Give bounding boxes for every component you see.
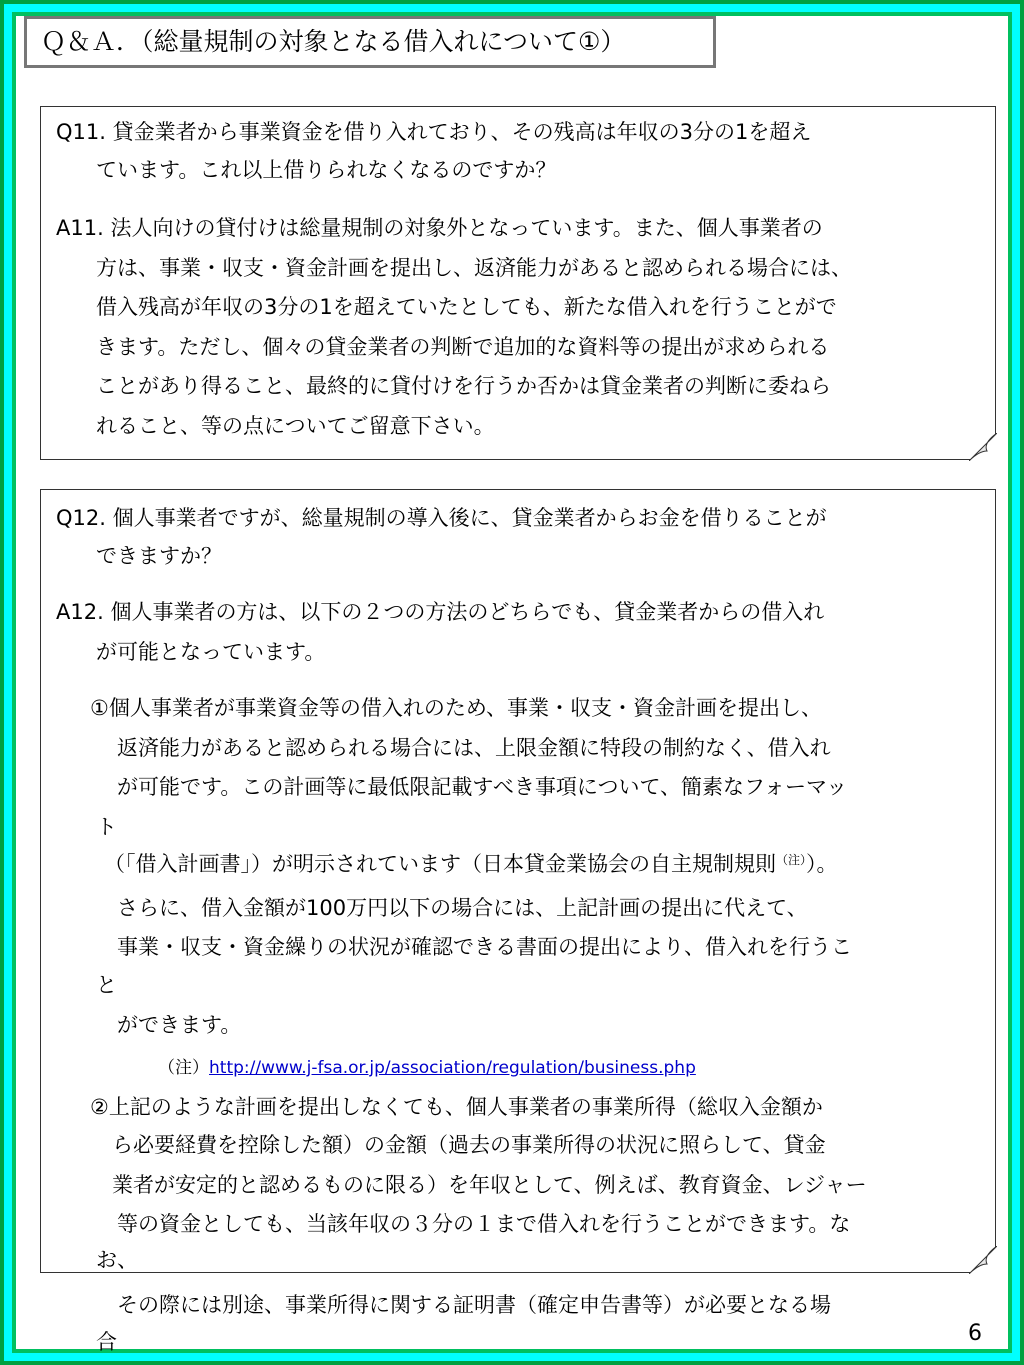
question-11-line-2: ています。これ以上借りられなくなるのですか？	[96, 158, 557, 182]
footnote-link[interactable]: http://www.j-fsa.or.jp/association/regulation/business.php	[209, 1058, 696, 1078]
footnote-label: （注）	[158, 1058, 209, 1078]
answer-11-line-5: ことがあり得ること、最終的に貸付けを行うか否かは貸金業者の判断に委ねら	[96, 374, 831, 398]
footnote-marker: （注）	[776, 853, 807, 867]
item-1-line-4: ト	[96, 815, 117, 839]
item-1-line-7: 事業・収支・資金繰りの状況が確認できる書面の提出により、借入れを行うこ	[117, 935, 852, 959]
question-12-line-1: Q12. 個人事業者ですが、総量規制の導入後に、貸金業者からお金を借りることが	[56, 506, 827, 530]
item-1-line-5-text: （「借入計画書」）が明示されています（日本貸金業協会の自主規制規則	[104, 852, 776, 876]
answer-12-line-1: A12. 個人事業者の方は、以下の２つの方法のどちらでも、貸金業者からの借入れ	[56, 600, 825, 624]
item-2-line-6: その際には別途、事業所得に関する証明書（確定申告書等）が必要となる場	[117, 1293, 831, 1317]
item-2-line-7: 合	[96, 1330, 117, 1354]
answer-11-line-6: れること、等の点についてご留意下さい。	[96, 414, 495, 438]
footnote	[158, 1053, 696, 1081]
answer-11-line-1: A11. 法人向けの貸付けは総量規制の対象外となっています。また、個人事業者の	[56, 216, 823, 240]
answer-12-line-2: が可能となっています。	[96, 640, 326, 664]
page-title: Ｑ＆Ａ．（総量規制の対象となる借入れについて①）	[24, 16, 716, 68]
item-2-line-2: ら必要経費を控除した額）の金額（過去の事業所得の状況に照らして、貸金	[112, 1133, 826, 1157]
answer-11-line-2: 方は、事業・収支・資金計画を提出し、返済能力があると認められる場合には、	[96, 256, 852, 280]
answer-11-line-4: きます。ただし、個々の貸金業者の判断で追加的な資料等の提出が求められる	[96, 335, 830, 359]
question-12-line-2: できますか？	[96, 544, 222, 568]
item-2-line-4: 等の資金としても、当該年収の３分の１まで借入れを行うことができます。な	[117, 1212, 851, 1236]
item-2-line-1: ②上記のような計画を提出しなくても、個人事業者の事業所得（総収入金額か	[90, 1095, 823, 1119]
item-2-line-3: 業者が安定的と認めるものに限る）を年収として、例えば、教育資金、レジャー	[112, 1173, 867, 1197]
question-11-line-1: Q11. 貸金業者から事業資金を借り入れており、その残高は年収の3分の1を超え	[56, 120, 812, 144]
page-curl-icon	[969, 1246, 997, 1274]
item-1-line-6: さらに、借入金額が100万円以下の場合には、上記計画の提出に代えて、	[117, 896, 808, 920]
page-number: 6	[968, 1321, 982, 1346]
item-1-line-8: と	[96, 973, 117, 997]
item-1-line-2: 返済能力があると認められる場合には、上限金額に特段の制約なく、借入れ	[117, 736, 831, 760]
answer-11-line-3: 借入残高が年収の3分の1を超えていたとしても、新たな借入れを行うことがで	[96, 295, 837, 319]
page-curl-icon	[969, 433, 997, 461]
item-1-line-9: ができます。	[117, 1013, 242, 1037]
item-1-line-1: ①個人事業者が事業資金等の借入れのため、事業・収支・資金計画を提出し、	[90, 696, 822, 720]
item-1-line-3: が可能です。この計画等に最低限記載すべき事項について、簡素なフォーマッ	[117, 775, 848, 799]
item-2-line-5: お、	[96, 1248, 138, 1272]
item-1-line-5-end: ）。	[806, 852, 838, 876]
item-1-line-5	[104, 849, 838, 879]
